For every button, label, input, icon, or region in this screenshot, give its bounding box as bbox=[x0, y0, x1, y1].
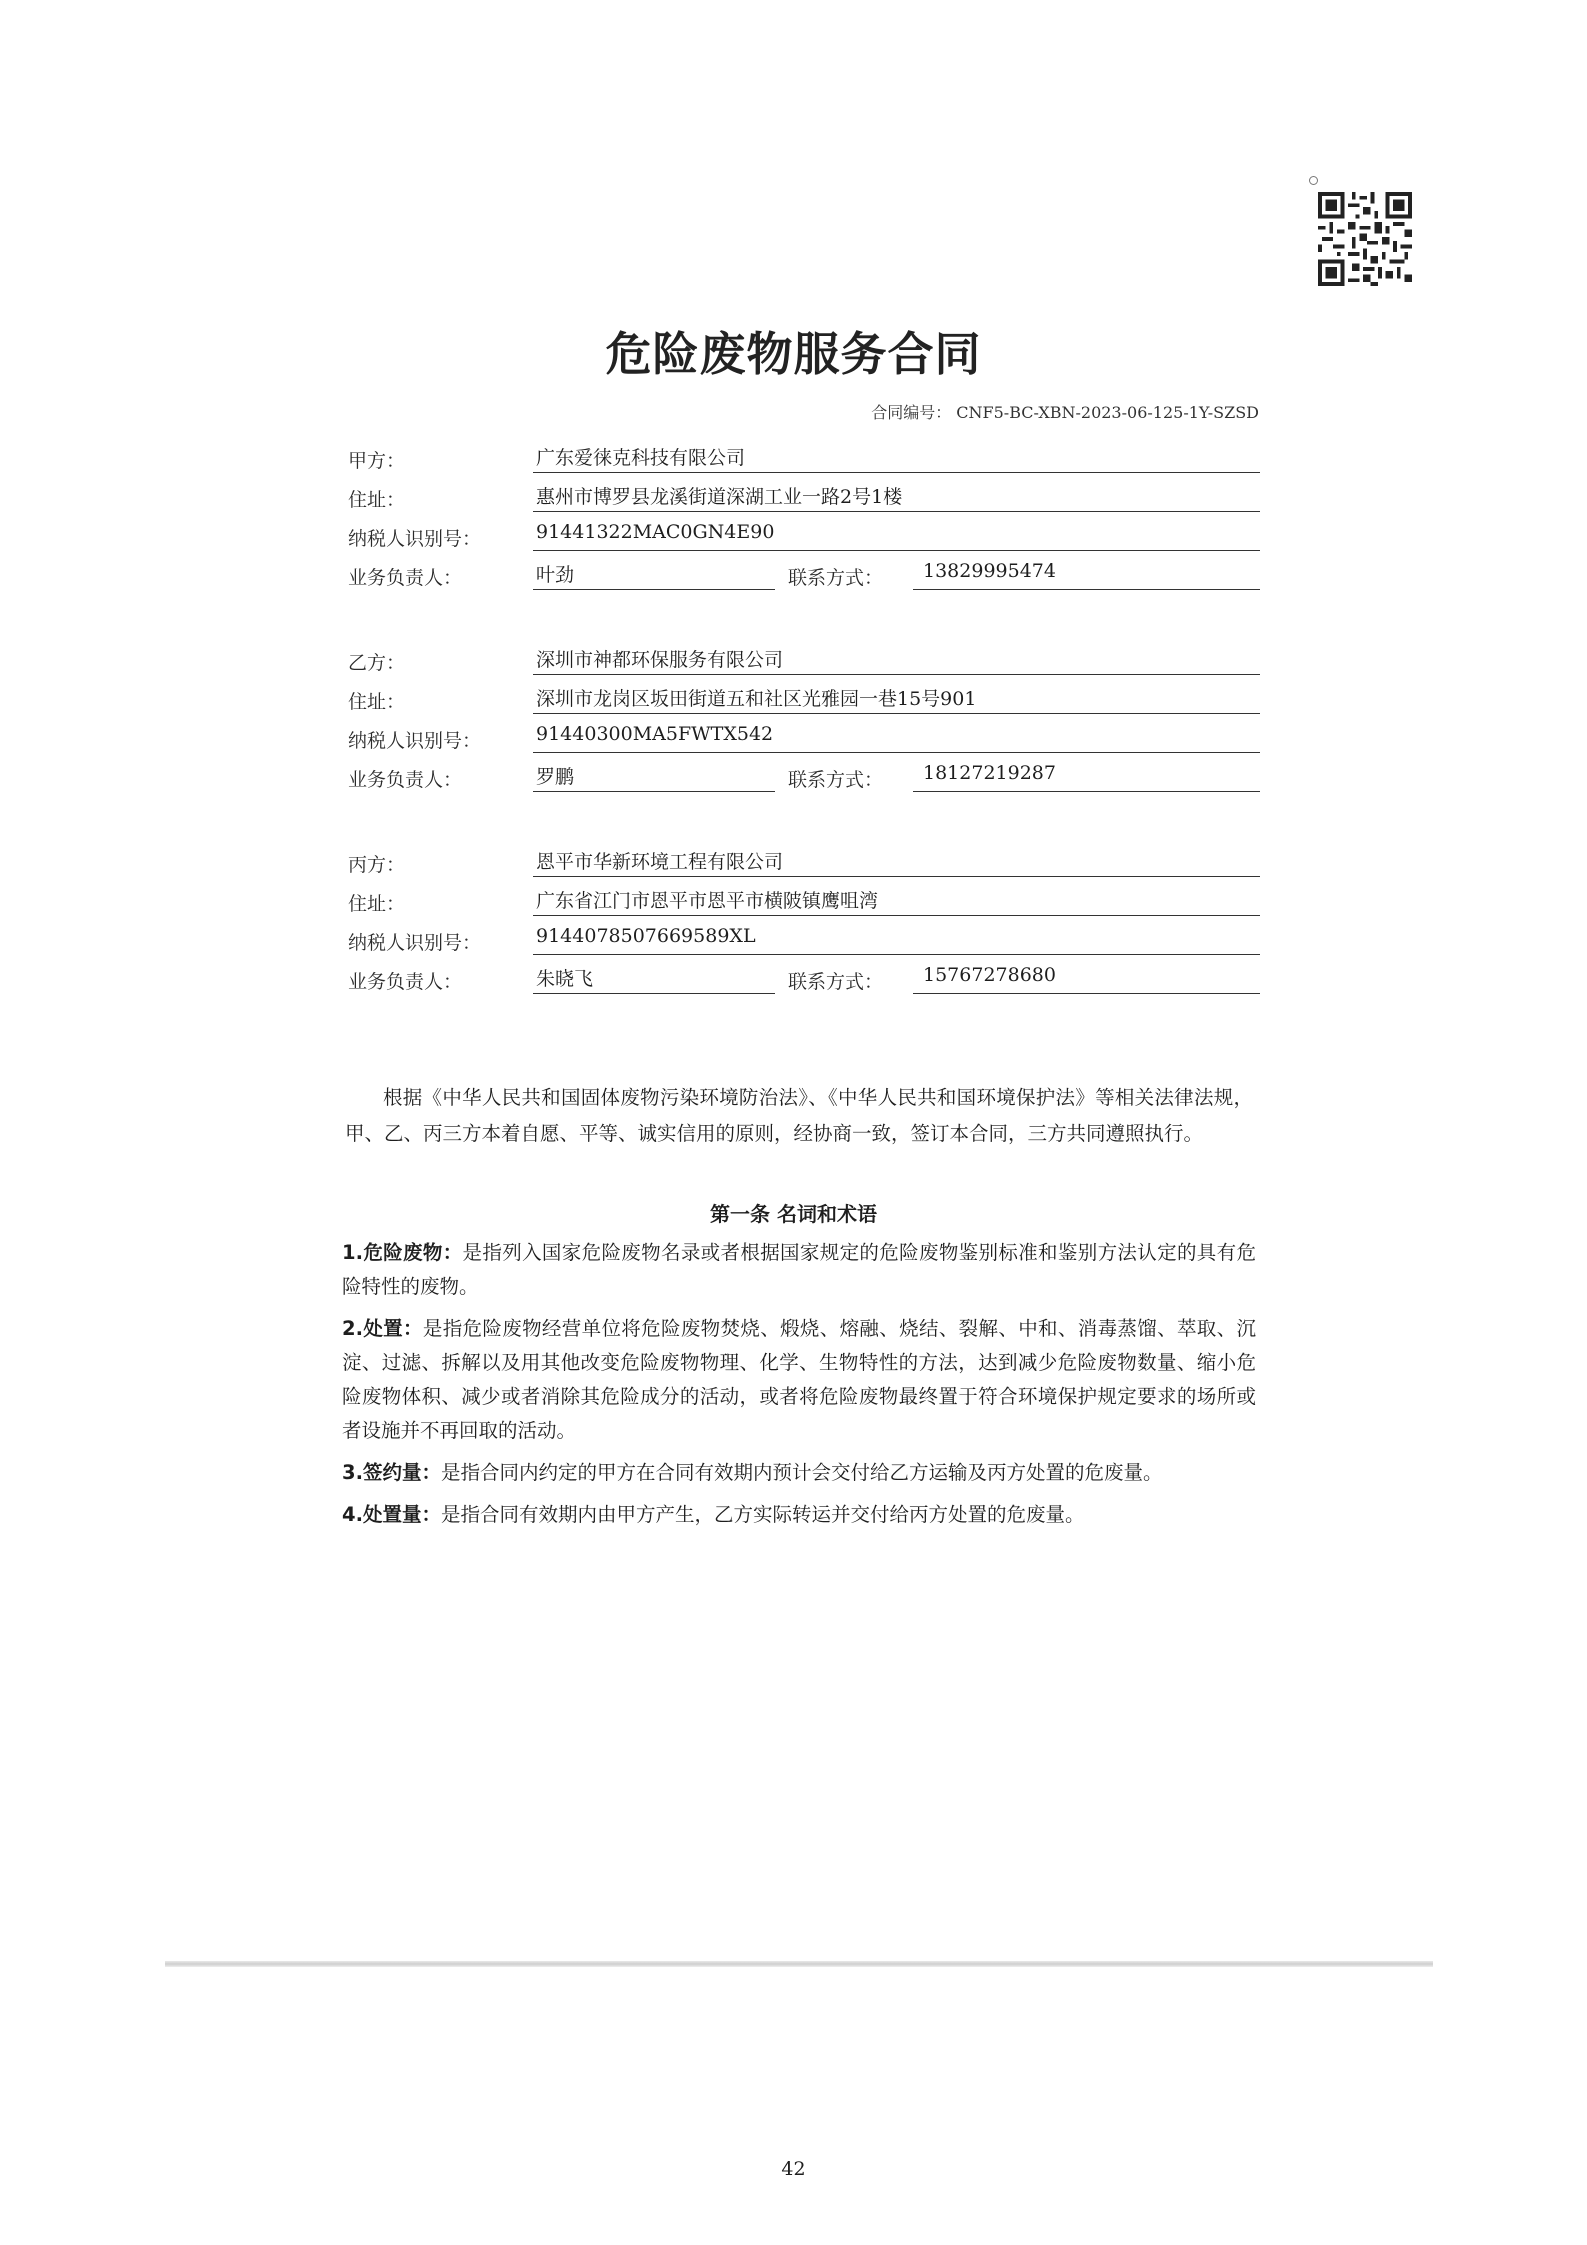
party-a-tax-row bbox=[348, 516, 1260, 555]
term-text: 是指危险废物经营单位将危险废物焚烧、煅烧、熔融、烧结、裂解、中和、消毒蒸馏、萃取、沉淀、过滤、拆解以及用其他改变危险废物物理、化学、生物特性的方法，达到减少危险废物数量、缩小危险废物体积、减少或者消除其危险成分的活动，或者将危险废物最终置于符合环境保护规定要求的场所或者设施并不再回取的活动。 bbox=[342, 1317, 1256, 1442]
address-label: 住址： bbox=[348, 489, 406, 511]
party-c-label: 丙方： bbox=[348, 854, 406, 876]
party-b-contact: 18127219287 bbox=[913, 762, 1260, 792]
page-number: 42 bbox=[781, 2158, 806, 2180]
party-a-manager-row bbox=[348, 555, 1260, 594]
terms-list bbox=[342, 1236, 1256, 1540]
tax-id-label: 纳税人识别号： bbox=[348, 528, 482, 550]
party-a-contact: 13829995474 bbox=[913, 560, 1260, 590]
party-b-name-row bbox=[348, 640, 1260, 679]
party-b-address-row bbox=[348, 679, 1260, 718]
party-a-address: 惠州市博罗县龙溪街道深湖工业一路2号1楼 bbox=[533, 482, 1260, 512]
party-a-manager: 叶劲 bbox=[533, 560, 775, 590]
term-title: 1.危险废物： bbox=[342, 1241, 463, 1264]
party-c-manager: 朱晓飞 bbox=[533, 964, 775, 994]
party-b-manager-row bbox=[348, 757, 1260, 796]
party-c-name: 恩平市华新环境工程有限公司 bbox=[533, 847, 1260, 877]
term-title: 4.处置量： bbox=[342, 1503, 441, 1526]
term-item bbox=[342, 1456, 1256, 1490]
party-b-manager: 罗鹏 bbox=[533, 762, 775, 792]
party-a-label: 甲方： bbox=[348, 450, 406, 472]
party-b-address: 深圳市龙岗区坂田街道五和社区光雅园一巷15号901 bbox=[533, 684, 1260, 714]
party-b-name: 深圳市神都环保服务有限公司 bbox=[533, 645, 1260, 675]
contact-label: 联系方式： bbox=[788, 567, 884, 589]
party-b-label: 乙方： bbox=[348, 652, 406, 674]
contact-label: 联系方式： bbox=[788, 769, 884, 791]
tax-id-label: 纳税人识别号： bbox=[348, 730, 482, 752]
document-title: 危险废物服务合同 bbox=[605, 327, 982, 381]
party-b bbox=[348, 640, 1260, 796]
qr-code-icon bbox=[1318, 192, 1412, 286]
party-a-name-row bbox=[348, 438, 1260, 477]
party-b-tax-row bbox=[348, 718, 1260, 757]
term-item bbox=[342, 1312, 1256, 1448]
party-c-name-row bbox=[348, 842, 1260, 881]
party-c bbox=[348, 842, 1260, 998]
party-b-tax-id: 91440300MA5FWTX542 bbox=[533, 723, 1260, 753]
party-a-name: 广东爱徕克科技有限公司 bbox=[533, 443, 1260, 473]
tax-id-label: 纳税人识别号： bbox=[348, 932, 482, 954]
parties-block bbox=[348, 438, 1260, 1044]
party-c-address-row bbox=[348, 881, 1260, 920]
party-c-tax-row bbox=[348, 920, 1260, 959]
party-c-manager-row bbox=[348, 959, 1260, 998]
section-heading: 第一条 名词和术语 bbox=[710, 1202, 877, 1226]
party-a-tax-id: 91441322MAC0GN4E90 bbox=[533, 521, 1260, 551]
manager-label: 业务负责人： bbox=[348, 971, 463, 993]
term-item bbox=[342, 1498, 1256, 1532]
footer-divider bbox=[165, 1961, 1433, 1967]
party-c-address: 广东省江门市恩平市恩平市横陂镇鹰咀湾 bbox=[533, 886, 1260, 916]
intro-paragraph: 根据《中华人民共和国固体废物污染环境防治法》、《中华人民共和国环境保护法》等相关法律法规，甲、乙、丙三方本着自愿、平等、诚实信用的原则，经协商一致，签订本合同，三方共同遵照执行。 bbox=[345, 1085, 1253, 1145]
contact-label: 联系方式： bbox=[788, 971, 884, 993]
term-text: 是指合同有效期内由甲方产生，乙方实际转运并交付给丙方处置的危废量。 bbox=[440, 1503, 1085, 1526]
party-a bbox=[348, 438, 1260, 594]
term-text: 是指合同内约定的甲方在合同有效期内预计会交付给乙方运输及丙方处置的危废量。 bbox=[440, 1461, 1163, 1484]
address-label: 住址： bbox=[348, 893, 406, 915]
manager-label: 业务负责人： bbox=[348, 567, 463, 589]
party-c-contact: 15767278680 bbox=[913, 964, 1260, 994]
term-title: 3.签约量： bbox=[342, 1461, 441, 1484]
address-label: 住址： bbox=[348, 691, 406, 713]
party-a-address-row bbox=[348, 477, 1260, 516]
term-text: 是指列入国家危险废物名录或者根据国家规定的危险废物鉴别标准和鉴别方法认定的具有危险特性的废物。 bbox=[342, 1241, 1256, 1298]
term-item bbox=[342, 1236, 1256, 1304]
party-c-tax-id: 9144078507669589XL bbox=[533, 925, 1260, 955]
contract-number: 合同编号： CNF5-BC-XBN-2023-06-125-1Y-SZSD bbox=[871, 403, 1259, 422]
term-title: 2.处置： bbox=[342, 1317, 423, 1340]
registration-mark bbox=[1309, 176, 1318, 185]
manager-label: 业务负责人： bbox=[348, 769, 463, 791]
